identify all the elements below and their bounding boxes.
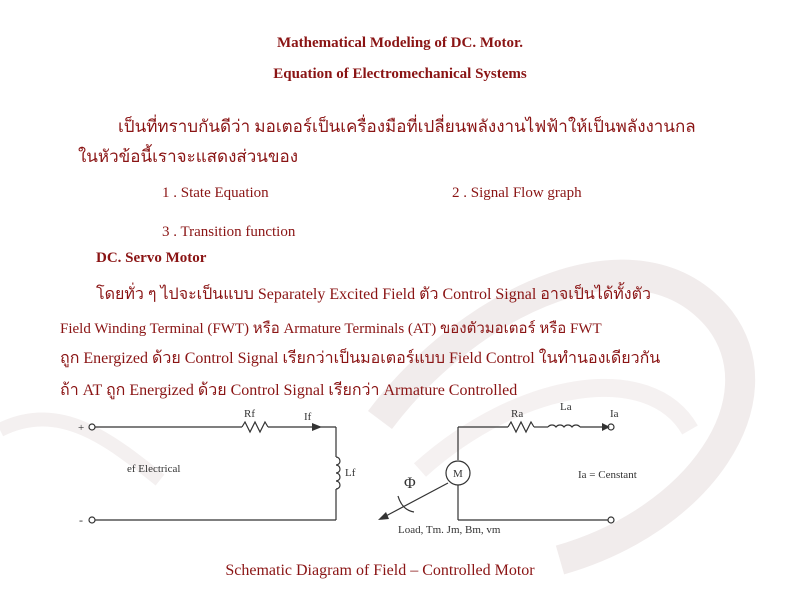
if-arrow [312, 423, 322, 431]
list-item-state-equation: 1 . State Equation [162, 185, 269, 201]
body-line-4: ถ้า AT ถูก Energized ด้วย Control Signal เรียกว่า Armature Controlled [60, 382, 518, 399]
body-line-2: Field Winding Terminal (FWT) หรือ Armature Terminals (AT) ของตัวมอเตอร์ หรือ FWT [60, 321, 602, 337]
load-label: Load, Tm. Jm, Bm, vm [398, 524, 501, 536]
phi-label: Φ [404, 475, 416, 492]
rf-resistor [242, 422, 268, 432]
servo-motor-heading: DC. Servo Motor [96, 250, 207, 266]
minus-label: - [79, 513, 83, 527]
ra-resistor [508, 422, 534, 432]
rf-label: Rf [244, 408, 255, 420]
rotation-arrow [398, 496, 414, 512]
if-label: If [304, 411, 312, 423]
load-shaft [384, 483, 448, 517]
intro-line-2: ในหัวข้อนี้เราจะแสดงส่วนของ [78, 147, 299, 166]
slide-title: Mathematical Modeling of DC. Motor. [276, 35, 524, 51]
body-line-3: ถูก Energized ด้วย Control Signal เรียกว่าเป็นมอเตอร์แบบ Field Control ในทำนองเดียวกัน [60, 350, 661, 367]
ia-label: Ia [610, 408, 619, 420]
diagram-caption: Schematic Diagram of Field – Controlled Motor [225, 562, 535, 579]
intro-line-1: เป็นที่ทราบกันดีว่า มอเตอร์เป็นเครื่องมือที่เปลี่ยนพลังงานไฟฟ้าให้เป็นพลังงานกล [118, 117, 696, 136]
plus-terminal [89, 424, 95, 430]
ra-label: Ra [511, 408, 524, 420]
lf-inductor [336, 457, 340, 489]
ef-label: ef Electrical [127, 463, 181, 475]
field-controlled-motor-schematic [0, 400, 800, 550]
la-inductor [548, 425, 580, 427]
armature-terminal-bottom [608, 517, 614, 523]
lf-label: Lf [345, 467, 356, 479]
minus-terminal [89, 517, 95, 523]
shaft-arrowhead [378, 512, 389, 520]
la-label: La [560, 401, 572, 413]
list-item-signal-flow-graph: 2 . Signal Flow graph [452, 185, 582, 201]
list-item-transition-function: 3 . Transition function [162, 224, 296, 240]
slide-subtitle: Equation of Electromechanical Systems [273, 66, 527, 82]
motor-label: M [453, 468, 463, 480]
body-line-1: โดยทั่ว ๆ ไปจะเป็นแบบ Separately Excited Field ตัว Control Signal อาจเป็นได้ทั้งตัว [96, 286, 651, 303]
ia-constant-label: Ia = Censtant [578, 469, 637, 481]
plus-label: + [78, 422, 85, 434]
